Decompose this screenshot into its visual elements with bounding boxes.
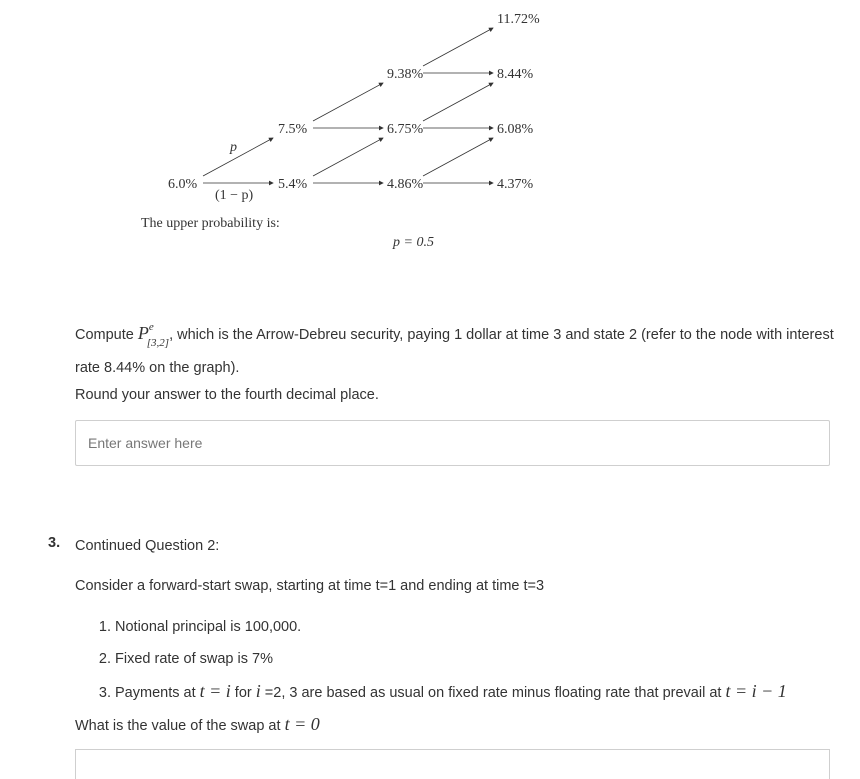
node-n31: 8.44%	[497, 67, 534, 82]
node-n32: 6.08%	[497, 122, 534, 137]
list-item: 3. Payments at t = i for i =2, 3 are based as usual on fixed rate minus floating rate that prevail at t = i − 1	[115, 675, 835, 709]
node-n33: 4.37%	[497, 177, 534, 192]
list-item: 1. Notional principal is 100,000.	[115, 611, 835, 643]
answer-input-2[interactable]	[75, 749, 830, 779]
answer-input[interactable]	[75, 420, 830, 466]
node-n11: 5.4%	[278, 177, 308, 192]
edge-20-30	[423, 28, 493, 66]
label-up-prob: p	[230, 140, 237, 155]
arrow-debreu-symbol: $P^e_{[3,2]}$	[137, 321, 170, 349]
node-n20: 9.38%	[387, 67, 424, 82]
p-value: p = 0.5	[393, 235, 434, 250]
edge-11-21	[313, 138, 383, 176]
list-item: 2. Fixed rate of swap is 7%	[115, 643, 835, 675]
edge-10-20	[313, 83, 383, 121]
question3-title: Continued Question 2:	[75, 538, 220, 554]
round-instruction: Round your answer to the fourth decimal place.	[75, 387, 379, 403]
question2-text: Compute $P^e_{[3,2]}$, which is the Arrow-Debreu security, paying 1 dollar at time 3 and state 2 (refer to the node with interest rate 8.44% on the graph).	[75, 321, 834, 376]
question3-value-prompt: What is the value of the swap at t = 0	[75, 714, 320, 734]
question3-intro: Consider a forward-start swap, starting at time t=1 and ending at time t=3	[75, 578, 545, 594]
question3-list	[75, 611, 835, 709]
label-down-prob: (1 − p)	[215, 188, 254, 203]
edge-21-31	[423, 83, 493, 121]
node-n00: 6.0%	[168, 177, 198, 192]
node-n30: 11.72%	[497, 12, 540, 27]
node-n22: 4.86%	[387, 177, 424, 192]
interest-rate-tree	[0, 0, 860, 260]
edge-00-10	[203, 138, 273, 176]
question3-number: 3.	[48, 535, 61, 551]
edge-22-32	[423, 138, 493, 176]
upper-prob-text: The upper probability is:	[141, 216, 280, 231]
node-n10: 7.5%	[278, 122, 308, 137]
node-n21: 6.75%	[387, 122, 424, 137]
